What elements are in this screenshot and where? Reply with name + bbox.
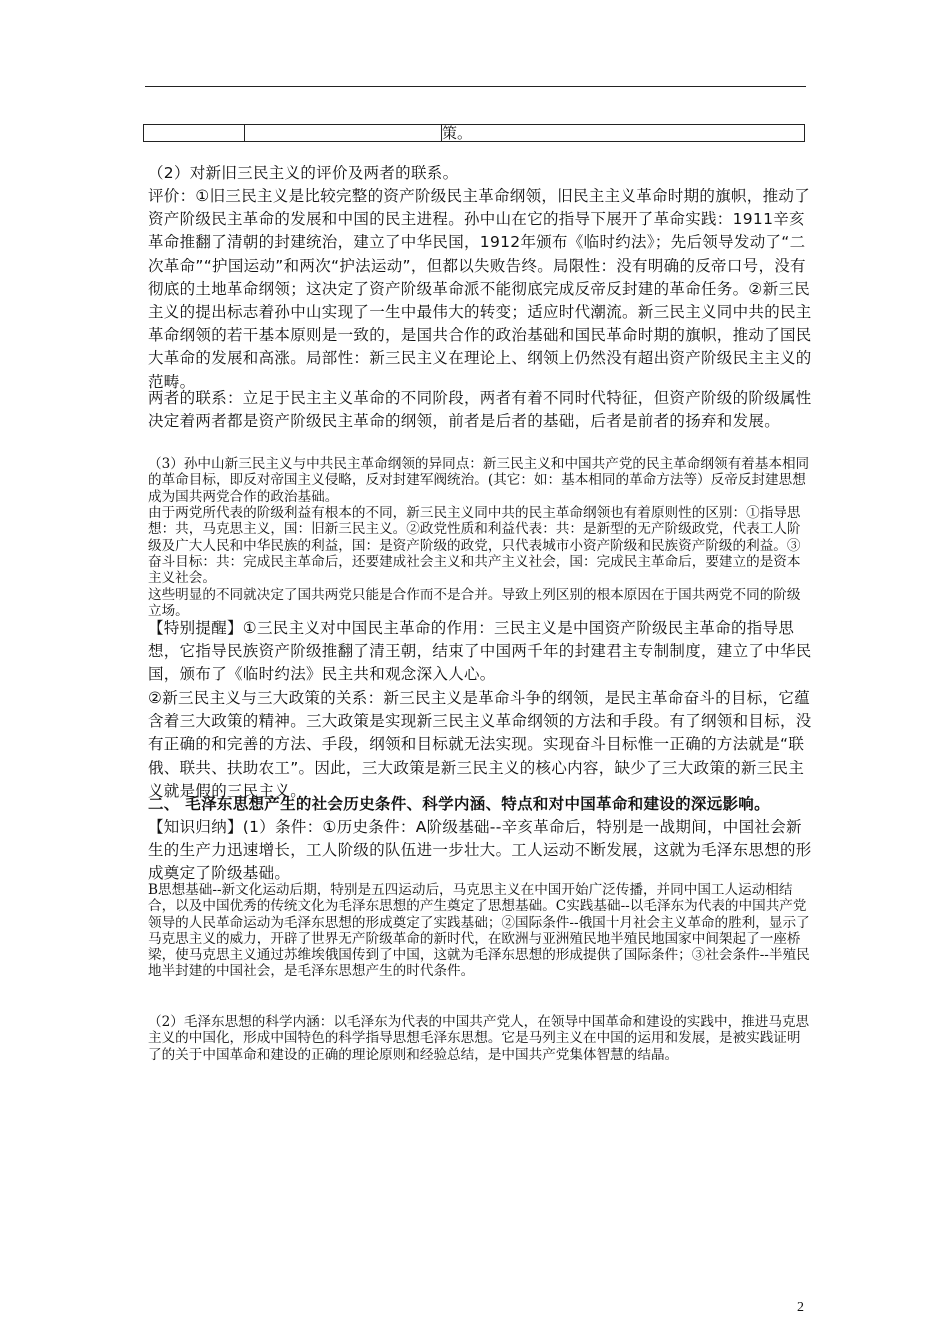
table-cell-text: 策。 — [442, 125, 805, 142]
table-cell — [144, 125, 245, 142]
section-title-new-old: （2）对新旧三民主义的评价及两者的联系。 — [148, 164, 459, 182]
header-rule — [145, 86, 806, 87]
section-heading-mao-thought: 二、 毛泽东思想产生的社会历史条件、科学内涵、特点和对中国革命和建设的深远影响。 — [148, 795, 770, 813]
table-cell — [245, 125, 442, 142]
paragraph-evaluation: 评价：①旧三民主义是比较完整的资产阶级民主革命纲领，旧民主主义革命时期的旗帜，推动了资产阶级民主革命的发展和中国的民主进程。孙中山在它的指导下展开了革命实践：1911辛亥革命推翻了清朝的封建统治，建立了中华民国，1912年颁布《临时约法》；先后领导发动了“二次革命”“护国运动”和两次“护法运动”，但都以失败告终。局限性：没有明确的反帝口号，没有彻底的土地革命纲领；这决定了资产阶级革命派不能彻底完成反帝反封建的革命任务。②新三民主义的提出标志着孙中山实现了一生中最伟大的转变；适应时代潮流。新三民主义同中共的民主革命纲领的若干基本原则是一致的，是国共合作的政治基础和国民革命时期的旗帜，推动了国民大革命的发展和高涨。局部性：新三民主义在理论上、纲领上仍然没有超出资产阶级民主主义的范畴。 — [148, 187, 812, 391]
paragraph-scientific-content: （2）毛泽东思想的科学内涵：以毛泽东为代表的中国共产党人，在领导中国革命和建设的实践中，推进马克思主义的中国化，形成中国特色的科学指导思想毛泽东思想。它是马列主义在中国的运用和发展，是被实践证明了的关于中国革命和建设的正确的理论原则和经验总结，是中国共产党集体智慧的结晶。 — [148, 1014, 810, 1063]
paragraph-similarities: （3）孙中山新三民主义与中共民主革命纲领的异同点：新三民主义和中国共产党的民主革命纲领有着基本相同的革命目标，即反对帝国主义侵略，反对封建军阀统治。(其它：如：基本相同的革命方法等）反帝反封建思想成为国共两党合作的政治基础。 — [148, 456, 810, 505]
continuation-table — [143, 124, 805, 142]
paragraph-three-policies: ②新三民主义与三大政策的关系：新三民主义是革命斗争的纲领，是民主革命奋斗的目标，它蕴含着三大政策的精神。三大政策是实现新三民主义革命纲领的方法和手段。有了纲领和目标，没有正确的和完善的方法、手段，纲领和目标就无法实现。实现奋斗目标惟一正确的方法就是“联俄、联共、扶助农工”。因此，三大政策是新三民主义的核心内容，缺少了三大政策的新三民主义就是假的三民主义。 — [148, 689, 812, 800]
table-row — [144, 125, 805, 142]
paragraph-conclusion: 这些明显的不同就决定了国共两党只能是合作而不是合并。导致上列区别的根本原因在于国共两党不同的阶级立场。 — [148, 587, 801, 620]
paragraph-conditions: 【知识归纳】(1）条件：①历史条件：A阶级基础--辛亥革命后，特别是一战期间，中国社会新生的生产力迅速增长，工人阶级的队伍进一步壮大。工人运动不断发展，这就为毛泽东思想的形成奠定了阶级基础。 — [148, 818, 812, 883]
page-number: 2 — [797, 1300, 804, 1315]
paragraph-differences: 由于两党所代表的阶级利益有根本的不同，新三民主义同中共的民主革命纲领也有着原则性的区别：①指导思想：共，马克思主义，国：旧新三民主义。②政党性质和利益代表：共：是新型的无产阶级政党，代表工人阶级及广大人民和中华民族的利益，国：是资产阶级的政党，只代表城市小资产阶级和民族资产阶级的利益。③奋斗目标：共：完成民主革命后，还要建成社会主义和共产主义社会，国：完成民主革命后，要建立的是资本主义社会。 — [148, 505, 801, 587]
paragraph-relation: 两者的联系：立足于民主主义革命的不同阶段，两者有着不同时代特征，但资产阶级的阶级属性决定着两者都是资产阶级民主革命的纲领，前者是后者的基础，后者是前者的扬弃和发展。 — [148, 389, 812, 431]
paragraph-foundations: B思想基础--新文化运动后期，特别是五四运动后，马克思主义在中国开始广泛传播，并同中国工人运动相结合，以及中国优秀的传统文化为毛泽东思想的产生奠定了思想基础。C实践基础--以毛泽东为代表的中国共产党领导的人民革命运动为毛泽东思想的形成奠定了实践基础；②国际条件--俄国十月社会主义革命的胜利，显示了马克思主义的威力，开辟了世界无产阶级革命的新时代，在欧洲与亚洲殖民地半殖民地国家中间架起了一座桥梁，使马克思主义通过苏维埃俄国传到了中国，这就为毛泽东思想的形成提供了国际条件；③社会条件--半殖民地半封建的中国社会，是毛泽东思想产生的时代条件。 — [148, 882, 810, 980]
paragraph-special-note: 【特别提醒】①三民主义对中国民主革命的作用：三民主义是中国资产阶级民主革命的指导思想，它指导民族资产阶级推翻了清王朝，结束了中国两千年的封建君主专制制度，建立了中华民国，颁布了《临时约法》民主共和观念深入人心。 — [148, 619, 812, 684]
